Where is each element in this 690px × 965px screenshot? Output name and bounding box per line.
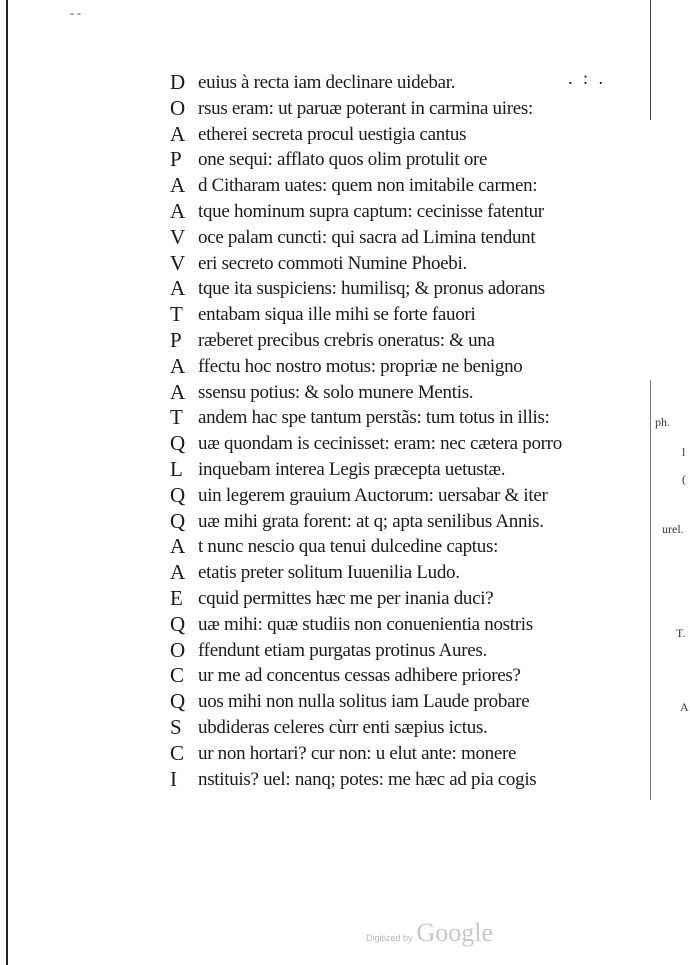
- verse-text: nstituis? uel: nanq; potes: me hæc ad pia cogis: [198, 768, 537, 790]
- verse-text: ubdideras celeres cùrr enti sæpius ictus.: [198, 716, 488, 738]
- verse-initial: A: [170, 198, 186, 223]
- verse-text: cquid permittes hæc me per inania duci?: [198, 587, 494, 609]
- verse-line: [170, 302, 630, 328]
- verse-text: t nunc nescio qua tenui dulcedine captus:: [198, 536, 499, 558]
- verse-initial: A: [170, 173, 186, 198]
- verse-text: etherei secreta procul uestigia cantus: [198, 123, 467, 145]
- verse-line: [170, 457, 630, 483]
- verse-text: etatis preter solitum Iuuenilia Ludo.: [198, 562, 460, 584]
- verse-line: [170, 96, 630, 122]
- verse-line: [170, 147, 630, 173]
- verse-text: entabam siqua ille mihi se forte fauori: [198, 304, 476, 326]
- verse-initial: E: [170, 585, 183, 610]
- verse-initial: T: [170, 405, 183, 430]
- verse-text: ur me ad concentus cessas adhibere priores?: [198, 665, 521, 687]
- verse-text: eri secreto commoti Numine Phoebi.: [198, 252, 467, 274]
- verse-text: ræberet precibus crebris oneratus: & una: [198, 329, 495, 351]
- verse-line: [170, 328, 630, 354]
- verse-initial: A: [170, 379, 186, 404]
- verse-line: [170, 638, 630, 664]
- verse-text: uæ mihi: quæ studiis non conuenientia nostris: [198, 613, 533, 635]
- verse-initial: Q: [170, 431, 186, 456]
- verse-line: [170, 225, 630, 251]
- verse-line: [170, 70, 630, 96]
- verse-initial: C: [170, 740, 185, 765]
- verse-line: [170, 586, 630, 612]
- verse-text: uin legerem grauium Auctorum: uersabar & iter: [198, 484, 548, 506]
- verse-text: oce palam cuncti: qui sacra ad Limina tendunt: [198, 226, 536, 248]
- verse-text: uos mihi non nulla solitus iam Laude probare: [198, 691, 530, 713]
- verse-initial: D: [170, 70, 186, 94]
- margin-note: l: [682, 445, 686, 459]
- verse-initial: V: [170, 250, 186, 275]
- verse-text: tque hominum supra captum: cecinisse fatentur: [198, 200, 544, 222]
- verse-initial: C: [170, 663, 185, 688]
- verse-text: d Citharam uates: quem non imitabile carmen:: [198, 175, 538, 197]
- margin-note: urel.: [662, 522, 684, 536]
- verse-line: [170, 741, 630, 767]
- verse-text: uæ mihi grata forent: at q; apta senilibus Annis.: [198, 510, 544, 532]
- verse-initial: A: [170, 534, 186, 559]
- verse-initial: O: [170, 637, 186, 662]
- verse-initial: Q: [170, 611, 186, 636]
- verse-line: [170, 405, 630, 431]
- margin-note: T.: [676, 626, 686, 640]
- margin-note: (: [682, 472, 686, 486]
- verse-initial: V: [170, 224, 186, 249]
- verse-line: [170, 251, 630, 277]
- verse-initial: Q: [170, 482, 186, 507]
- verse-text: ffectu hoc nostro motus: propriæ ne benigno: [198, 355, 523, 377]
- verse-initial: Q: [170, 689, 186, 714]
- verse-line: [170, 199, 630, 225]
- verse-block: [170, 70, 630, 792]
- verse-initial: A: [170, 353, 186, 378]
- verse-text: ssensu potius: & solo munere Mentis.: [198, 381, 474, 403]
- page-right-edge-lower: [650, 380, 651, 800]
- verse-line: [170, 509, 630, 535]
- verse-line: [170, 663, 630, 689]
- verse-line: [170, 276, 630, 302]
- verse-initial: I: [170, 766, 177, 791]
- verse-line: [170, 612, 630, 638]
- verse-text: andem hac spe tantum perstãs: tum totus in illis:: [198, 407, 550, 429]
- digitized-footer: [366, 918, 493, 948]
- verse-line: [170, 767, 630, 793]
- verse-initial: L: [170, 456, 183, 481]
- verse-text: ur non hortari? cur non: u elut ante: monere: [198, 742, 517, 764]
- verse-initial: P: [170, 147, 182, 172]
- top-marks: - -: [70, 6, 81, 20]
- verse-text: uæ quondam is cecinisset: eram: nec cætera porro: [198, 433, 562, 455]
- verse-text: ffendunt etiam purgatas protinus Aures.: [198, 639, 487, 661]
- verse-line: [170, 560, 630, 586]
- verse-line: [170, 715, 630, 741]
- verse-text: rsus eram: ut paruæ poterant in carmina uires:: [198, 97, 533, 119]
- page-left-edge: [6, 0, 8, 965]
- verse-initial: P: [170, 327, 182, 352]
- verse-initial: O: [170, 95, 186, 120]
- verse-line: [170, 354, 630, 380]
- verse-text: inquebam interea Legis præcepta uetustæ.: [198, 458, 506, 480]
- verse-line: [170, 380, 630, 406]
- verse-line: [170, 483, 630, 509]
- verse-initial: T: [170, 302, 183, 327]
- margin-note: ph.: [655, 415, 670, 429]
- verse-text: one sequi: afflato quos olim protulit ore: [198, 149, 488, 171]
- verse-initial: A: [170, 560, 186, 585]
- page-right-edge: [650, 0, 651, 120]
- verse-line: [170, 173, 630, 199]
- verse-initial: A: [170, 121, 186, 146]
- verse-initial: A: [170, 276, 186, 301]
- verse-line: [170, 431, 630, 457]
- verse-line: [170, 689, 630, 715]
- verse-line: [170, 122, 630, 148]
- verse-text: tque ita suspiciens: humilisq; & pronus adorans: [198, 278, 545, 300]
- digitized-label: Digitized by: [366, 933, 413, 943]
- dots-mark: . : .: [568, 68, 607, 88]
- margin-note: A: [680, 700, 689, 714]
- verse-initial: S: [170, 714, 182, 739]
- google-logo: Google: [416, 918, 494, 947]
- verse-text: euius à recta iam declinare uidebar.: [198, 72, 456, 93]
- verse-line: [170, 534, 630, 560]
- verse-initial: Q: [170, 508, 186, 533]
